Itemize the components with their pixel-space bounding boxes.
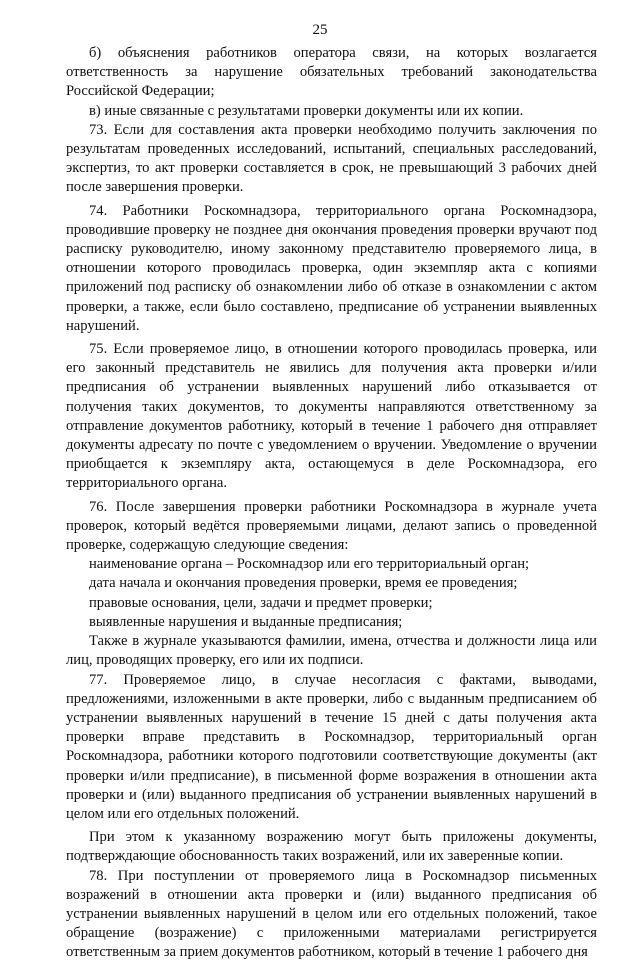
- paragraph-74: 74. Работники Роскомнадзора, территориального органа Роскомнадзора, проводившие проверку не позднее дня окончания проведения проверки вручают под расписку руководителю, иному законному представителю проверяемого лица, в отношении которого проводилась проверка, один экземпляр акта с копиями приложений под расписку об ознакомлении либо об отказе в ознакомлении с актом проверки, а также, если было составлено, предписание об устранении выявленных нарушений.: [66, 202, 597, 334]
- list-item-grounds: правовые основания, цели, задачи и предмет проверки;: [89, 594, 433, 611]
- paragraph-item-v: в) иные связанные с результатами проверки документы или их копии.: [89, 102, 524, 119]
- paragraph-item-b: б) объяснения работников оператора связи, на которых возлагается ответственность за нарушение обязательных требований законодательства Российской Федерации;: [66, 45, 597, 100]
- list-item-organ: наименование органа – Роскомнадзор или его территориальный орган;: [89, 556, 530, 573]
- paragraph-75: 75. Если проверяемое лицо, в отношении которого проводилась проверка, или его законный представитель не явились для получения акта проверки и/или предписания об устранении выявленных нарушений либо отказывается от получения таких документов, то документы направляются ответственному за отправление документов работнику, который в течение 1 рабочего дня отправляет документы адресату по почте с уведомлением о вручении. Уведомление о вручении приобщается к экземпляру акта, остающемуся в деле Роскомнадзора, его территориального органа.: [66, 341, 597, 492]
- paragraph-73: 73. Если для составления акта проверки необходимо получить заключения по результатам проведенных исследований, испытаний, специальных расследований, экспертиз, то акт проверки составляется в срок, не превышающий 3 рабочих дней после завершения проверки.: [66, 121, 597, 196]
- page-number: 25: [312, 22, 328, 38]
- list-item-dates: дата начала и окончания проведения проверки, время ее проведения;: [89, 575, 518, 592]
- paragraph-76: 76. После завершения проверки работники Роскомнадзора в журнале учета проверок, который ведётся проверяемыми лицами, делают запись о проведенной проверке, содержащую следующие сведения:: [66, 498, 597, 554]
- paragraph-objections-attachments: При этом к указанному возражению могут быть приложены документы, подтверждающие обоснованность таких возражений, или их заверенные копии.: [66, 829, 597, 865]
- paragraph-78: 78. При поступлении от проверяемого лица в Роскомнадзор письменных возражений в отношении акта проверки и (или) выданного предписания об устранении выявленных нарушений в целом или его отдельных положений, такое обращение (возражение) с приложенными материалами регистрируется ответственным за прием документов работником, который в течение 1 рабочего дня: [66, 867, 597, 961]
- list-item-violations: выявленные нарушения и выданные предписания;: [89, 613, 403, 630]
- document-body: [66, 44, 597, 963]
- paragraph-77: 77. Проверяемое лицо, в случае несогласия с фактами, выводами, предложениями, изложенными в акте проверки, либо с выданным предписанием об устранении выявленных нарушений в течение 15 дней с даты получения акта проверки вправе представить в Роскомнадзор, территориальный орган Роскомнадзора, работники которого подготовили соответствующие документы (акт проверки и/или предписание), в письменной форме возражения в отношении акта проверки и (или) выданного предписания об устранении выявленных нарушений в целом или его отдельных положений.: [66, 671, 597, 822]
- paragraph-journal-note: Также в журнале указываются фамилии, имена, отчества и должности лица или лиц, проводящих проверку, его или их подписи.: [66, 633, 597, 669]
